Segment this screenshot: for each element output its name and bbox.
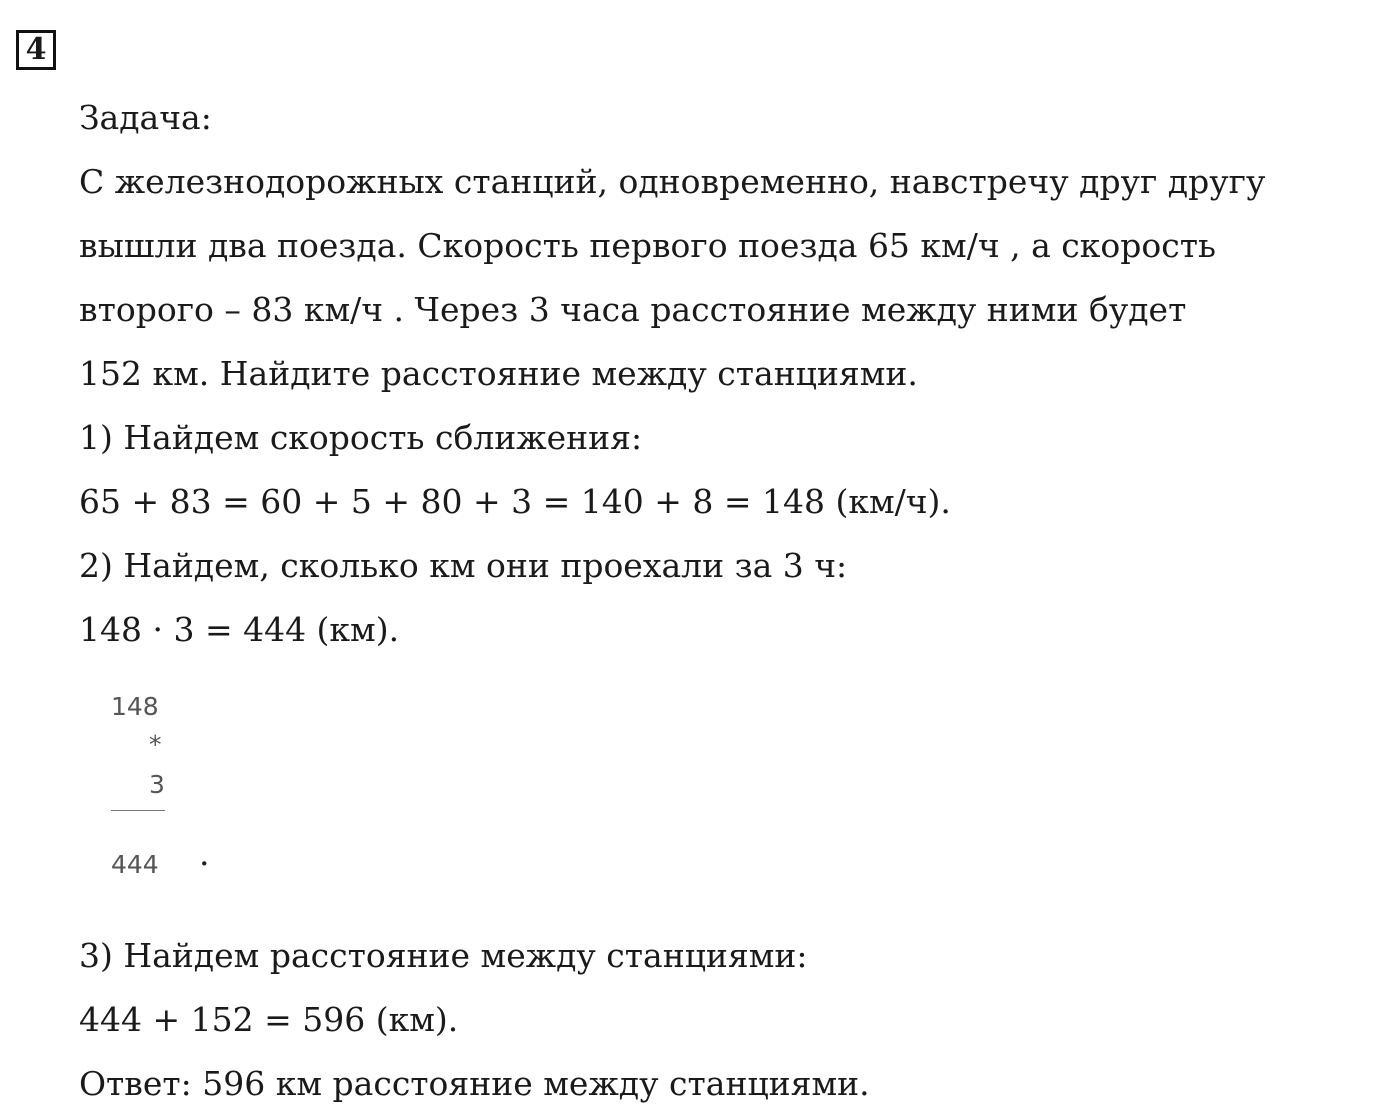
column-divider-line bbox=[111, 810, 165, 811]
problem-text-line-1: С железнодорожных станций, одновременно, навстречу друг другу bbox=[79, 162, 1266, 201]
column-operator: * bbox=[149, 730, 162, 759]
step-1-title: 1) Найдем скорость сближения: bbox=[79, 418, 643, 457]
step-1-equation: 65 + 83 = 60 + 5 + 80 + 3 = 140 + 8 = 148 (км/ч). bbox=[79, 482, 951, 521]
column-trailing-period: . bbox=[199, 834, 210, 873]
column-multiplicand: 148 bbox=[111, 692, 159, 721]
problem-text-line-3: второго – 83 км/ч . Через 3 часа расстояние между ними будет bbox=[79, 290, 1187, 329]
solution-document bbox=[79, 86, 1379, 1116]
step-3-equation: 444 + 152 = 596 (км). bbox=[79, 1000, 459, 1039]
column-multiplier: 3 bbox=[149, 770, 165, 799]
heading-task: Задача: bbox=[79, 98, 212, 137]
step-2-title: 2) Найдем, сколько км они проехали за 3 ч: bbox=[79, 546, 848, 585]
step-2-equation: 148 · 3 = 444 (км). bbox=[79, 610, 400, 649]
column-multiplication bbox=[79, 662, 1379, 924]
task-number-badge: 4 bbox=[16, 30, 56, 70]
problem-text-line-4: 152 км. Найдите расстояние между станциями. bbox=[79, 354, 918, 393]
problem-text-line-2: вышли два поезда. Скорость первого поезда 65 км/ч , а скорость bbox=[79, 226, 1216, 265]
step-3-title: 3) Найдем расстояние между станциями: bbox=[79, 936, 808, 975]
answer-line: Ответ: 596 км расстояние между станциями. bbox=[79, 1064, 870, 1103]
column-result: 444 bbox=[111, 850, 159, 879]
